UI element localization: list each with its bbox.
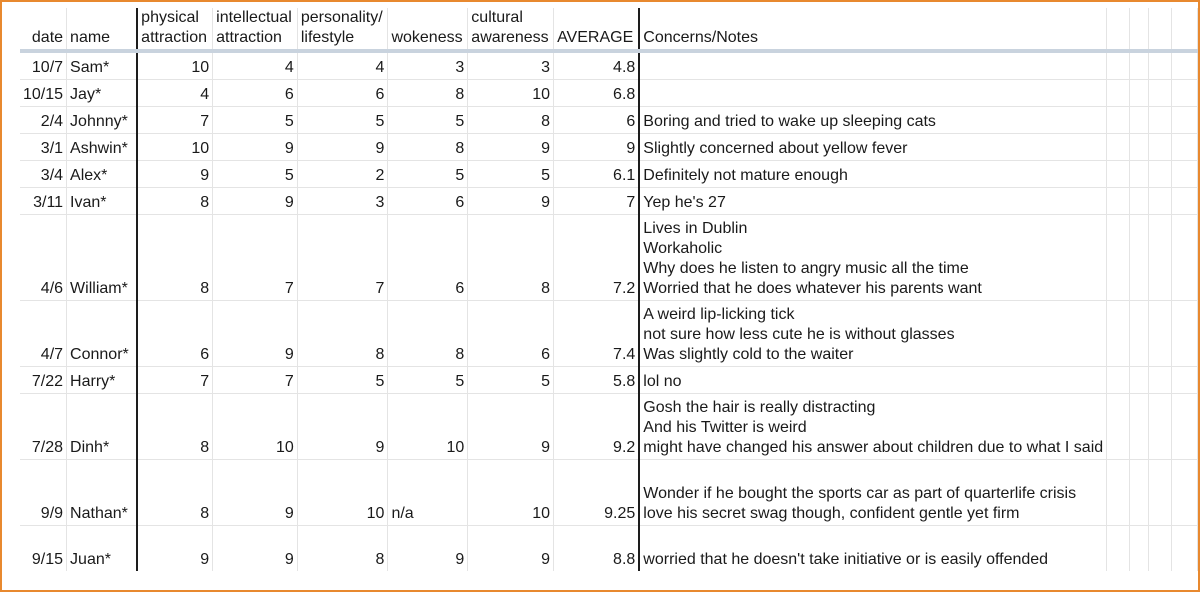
header-personality-lifestyle[interactable]	[297, 8, 388, 51]
cell-empty-4[interactable]	[1172, 301, 1198, 367]
cell-empty-4[interactable]	[1172, 367, 1198, 394]
cell-average[interactable]: 4.8	[554, 51, 640, 80]
cell-personality[interactable]: 5	[297, 107, 388, 134]
cell-notes[interactable]	[639, 460, 1106, 526]
notes-line: Gosh the hair is really distracting	[643, 399, 876, 416]
header-intellectual-line2: attraction	[216, 29, 282, 46]
cell-empty-2[interactable]	[1129, 215, 1148, 301]
cell-cultural[interactable]: 3	[468, 51, 554, 80]
header-name-label: name	[70, 29, 111, 46]
cell-wokeness[interactable]: n/a	[388, 460, 468, 526]
header-wokeness-label: wokeness	[391, 29, 463, 46]
cell-cultural[interactable]: 9	[468, 188, 554, 215]
header-physical-line1: physical	[141, 9, 199, 26]
header-intellectual-line1: intellectual	[216, 9, 292, 26]
cell-physical[interactable]: 9	[137, 161, 212, 188]
cell-notes[interactable]	[639, 51, 1106, 80]
cell-empty-1[interactable]	[1107, 161, 1130, 188]
notes-line: lol no	[643, 373, 682, 390]
cell-personality[interactable]: 10	[297, 460, 388, 526]
cell-average[interactable]: 7	[554, 188, 640, 215]
cell-empty-2[interactable]	[1129, 161, 1148, 188]
cell-wokeness[interactable]: 10	[388, 394, 468, 460]
cell-cultural[interactable]: 10	[468, 80, 554, 107]
table-row	[20, 188, 1198, 215]
cell-average[interactable]: 6.8	[554, 80, 640, 107]
header-cultural-line2: awareness	[471, 29, 549, 46]
cell-empty-3[interactable]	[1149, 188, 1172, 215]
cell-empty-1[interactable]	[1107, 460, 1130, 526]
cell-name[interactable]: Sam*	[67, 51, 138, 80]
cell-notes[interactable]	[639, 394, 1106, 460]
cell-empty-3[interactable]	[1149, 215, 1172, 301]
cell-empty-2[interactable]	[1129, 367, 1148, 394]
cell-empty-1[interactable]	[1107, 51, 1130, 80]
cell-empty-3[interactable]	[1149, 460, 1172, 526]
header-average[interactable]	[554, 8, 640, 51]
cell-name[interactable]: Connor*	[67, 301, 138, 367]
cell-personality[interactable]: 5	[297, 367, 388, 394]
header-notes[interactable]	[639, 8, 1106, 51]
cell-cultural[interactable]: 9	[468, 134, 554, 161]
cell-wokeness[interactable]: 5	[388, 161, 468, 188]
notes-line: A weird lip-licking tick	[643, 306, 795, 323]
cell-notes[interactable]	[639, 301, 1106, 367]
cell-physical[interactable]: 4	[137, 80, 212, 107]
cell-name[interactable]: Juan*	[67, 526, 138, 572]
notes-line: Worried that he does whatever his parents want	[643, 280, 982, 297]
cell-intellectual[interactable]: 7	[213, 215, 298, 301]
cell-average[interactable]: 9.2	[554, 394, 640, 460]
cell-cultural[interactable]: 8	[468, 107, 554, 134]
cell-cultural[interactable]: 10	[468, 460, 554, 526]
table-row	[20, 161, 1198, 188]
cell-personality[interactable]: 8	[297, 301, 388, 367]
cell-average[interactable]: 7.2	[554, 215, 640, 301]
notes-line: Yep he's 27	[643, 194, 726, 211]
header-personality-line2: lifestyle	[300, 29, 355, 46]
cell-average[interactable]: 9.25	[554, 460, 640, 526]
cell-average[interactable]: 7.4	[554, 301, 640, 367]
header-row	[20, 8, 1198, 51]
cell-intellectual[interactable]: 7	[213, 367, 298, 394]
header-notes-label: Concerns/Notes	[643, 29, 759, 46]
cell-empty-2[interactable]	[1129, 460, 1148, 526]
cell-personality[interactable]: 9	[297, 394, 388, 460]
cell-empty-4[interactable]	[1172, 161, 1198, 188]
table-row	[20, 367, 1198, 394]
cell-empty-1[interactable]	[1107, 188, 1130, 215]
cell-date[interactable]: 3/1	[20, 134, 67, 161]
cell-notes[interactable]	[639, 188, 1106, 215]
cell-empty-3[interactable]	[1149, 367, 1172, 394]
table-row	[20, 394, 1198, 460]
cell-intellectual[interactable]: 5	[213, 161, 298, 188]
cell-wokeness[interactable]: 6	[388, 215, 468, 301]
cell-empty-4[interactable]	[1172, 460, 1198, 526]
cell-name[interactable]: William*	[67, 215, 138, 301]
cell-date[interactable]: 9/9	[20, 460, 67, 526]
cell-empty-3[interactable]	[1149, 161, 1172, 188]
cell-empty-1[interactable]	[1107, 134, 1130, 161]
cell-empty-3[interactable]	[1149, 394, 1172, 460]
cell-empty-3[interactable]	[1149, 107, 1172, 134]
notes-line: might have changed his answer about children due to what I said	[643, 439, 1104, 456]
cell-physical[interactable]: 8	[137, 215, 212, 301]
cell-wokeness[interactable]: 9	[388, 526, 468, 572]
cell-physical[interactable]: 8	[137, 460, 212, 526]
cell-empty-2[interactable]	[1129, 51, 1148, 80]
cell-physical[interactable]: 9	[137, 526, 212, 572]
cell-intellectual[interactable]: 9	[213, 188, 298, 215]
cell-notes[interactable]	[639, 80, 1106, 107]
cell-empty-2[interactable]	[1129, 394, 1148, 460]
cell-intellectual[interactable]: 9	[213, 134, 298, 161]
cell-physical[interactable]: 7	[137, 107, 212, 134]
cell-empty-3[interactable]	[1149, 51, 1172, 80]
cell-date[interactable]: 4/7	[20, 301, 67, 367]
cell-date[interactable]: 9/15	[20, 526, 67, 572]
cell-empty-2[interactable]	[1129, 107, 1148, 134]
cell-name[interactable]: Johnny*	[67, 107, 138, 134]
notes-line: worried that he doesn't take initiative or is easily offended	[643, 551, 1049, 568]
cell-average[interactable]: 8.8	[554, 526, 640, 572]
cell-average[interactable]: 6.1	[554, 161, 640, 188]
cell-empty-4[interactable]	[1172, 394, 1198, 460]
cell-cultural[interactable]: 5	[468, 367, 554, 394]
cell-empty-1[interactable]	[1107, 367, 1130, 394]
header-date[interactable]	[20, 8, 67, 51]
cell-empty-4[interactable]	[1172, 107, 1198, 134]
cell-physical[interactable]: 8	[137, 188, 212, 215]
cell-intellectual[interactable]: 6	[213, 80, 298, 107]
cell-date[interactable]: 10/7	[20, 51, 67, 80]
table-body	[20, 51, 1198, 571]
cell-date[interactable]: 10/15	[20, 80, 67, 107]
cell-average[interactable]: 6	[554, 107, 640, 134]
table-row	[20, 215, 1198, 301]
cell-name[interactable]: Ashwin*	[67, 134, 138, 161]
cell-personality[interactable]: 9	[297, 134, 388, 161]
cell-date[interactable]: 2/4	[20, 107, 67, 134]
cell-empty-1[interactable]	[1107, 80, 1130, 107]
cell-personality[interactable]: 8	[297, 526, 388, 572]
cell-empty-2[interactable]	[1129, 80, 1148, 107]
cell-name[interactable]: Dinh*	[67, 394, 138, 460]
cell-date[interactable]: 4/6	[20, 215, 67, 301]
header-empty-4[interactable]	[1172, 8, 1198, 51]
notes-line: love his secret swag though, confident gentle yet firm	[643, 505, 1020, 522]
cell-notes[interactable]	[639, 107, 1106, 134]
header-date-label: date	[31, 29, 64, 46]
cell-notes[interactable]	[639, 526, 1106, 572]
cell-physical[interactable]: 10	[137, 134, 212, 161]
header-empty-2[interactable]	[1129, 8, 1148, 51]
cell-empty-3[interactable]	[1149, 526, 1172, 572]
cell-empty-2[interactable]	[1129, 188, 1148, 215]
cell-intellectual[interactable]: 10	[213, 394, 298, 460]
table-row	[20, 134, 1198, 161]
cell-empty-1[interactable]	[1107, 107, 1130, 134]
cell-empty-4[interactable]	[1172, 134, 1198, 161]
cell-wokeness[interactable]: 6	[388, 188, 468, 215]
cell-empty-1[interactable]	[1107, 301, 1130, 367]
dating-ratings-table	[20, 8, 1198, 571]
cell-cultural[interactable]: 5	[468, 161, 554, 188]
cell-empty-1[interactable]	[1107, 215, 1130, 301]
cell-physical[interactable]: 6	[137, 301, 212, 367]
cell-intellectual[interactable]: 4	[213, 51, 298, 80]
cell-personality[interactable]: 3	[297, 188, 388, 215]
cell-physical[interactable]: 7	[137, 367, 212, 394]
cell-name[interactable]: Harry*	[67, 367, 138, 394]
cell-name[interactable]: Nathan*	[67, 460, 138, 526]
header-wokeness[interactable]	[388, 8, 468, 51]
cell-wokeness[interactable]: 3	[388, 51, 468, 80]
cell-empty-3[interactable]	[1149, 301, 1172, 367]
notes-line: not sure how less cute he is without glasses	[643, 326, 955, 343]
cell-empty-1[interactable]	[1107, 394, 1130, 460]
header-personality-line1: personality/	[300, 9, 383, 26]
notes-line: Boring and tried to wake up sleeping cats	[643, 113, 936, 130]
notes-line: Workaholic	[643, 240, 723, 257]
cell-intellectual[interactable]: 9	[213, 301, 298, 367]
cell-empty-1[interactable]	[1107, 526, 1130, 572]
notes-line: Definitely not mature enough	[643, 167, 848, 184]
cell-date[interactable]: 7/22	[20, 367, 67, 394]
notes-line: And his Twitter is weird	[643, 419, 807, 436]
cell-personality[interactable]: 7	[297, 215, 388, 301]
table-row	[20, 51, 1198, 80]
cell-wokeness[interactable]: 8	[388, 301, 468, 367]
notes-line: Lives in Dublin	[643, 220, 748, 237]
cell-intellectual[interactable]: 9	[213, 460, 298, 526]
notes-line: Why does he listen to angry music all the time	[643, 260, 969, 277]
cell-wokeness[interactable]: 8	[388, 80, 468, 107]
cell-date[interactable]: 3/4	[20, 161, 67, 188]
cell-cultural[interactable]: 9	[468, 526, 554, 572]
cell-average[interactable]: 5.8	[554, 367, 640, 394]
cell-empty-2[interactable]	[1129, 134, 1148, 161]
header-physical-attraction[interactable]	[137, 8, 212, 51]
notes-line: Was slightly cold to the waiter	[643, 346, 854, 363]
cell-name[interactable]: Jay*	[67, 80, 138, 107]
cell-personality[interactable]: 4	[297, 51, 388, 80]
cell-notes[interactable]	[639, 367, 1106, 394]
table-row	[20, 460, 1198, 526]
cell-intellectual[interactable]: 9	[213, 526, 298, 572]
cell-personality[interactable]: 2	[297, 161, 388, 188]
cell-cultural[interactable]: 9	[468, 394, 554, 460]
cell-name[interactable]: Alex*	[67, 161, 138, 188]
cell-empty-2[interactable]	[1129, 301, 1148, 367]
cell-personality[interactable]: 6	[297, 80, 388, 107]
cell-physical[interactable]: 10	[137, 51, 212, 80]
header-cultural-line1: cultural	[471, 9, 523, 26]
header-cultural-awareness[interactable]	[468, 8, 554, 51]
header-physical-line2: attraction	[141, 29, 207, 46]
cell-cultural[interactable]: 6	[468, 301, 554, 367]
cell-empty-3[interactable]	[1149, 80, 1172, 107]
cell-average[interactable]: 9	[554, 134, 640, 161]
cell-physical[interactable]: 8	[137, 394, 212, 460]
table-row	[20, 107, 1198, 134]
cell-name[interactable]: Ivan*	[67, 188, 138, 215]
cell-wokeness[interactable]: 8	[388, 134, 468, 161]
header-intellectual-attraction[interactable]	[213, 8, 298, 51]
header-name[interactable]	[67, 8, 138, 51]
cell-intellectual[interactable]: 5	[213, 107, 298, 134]
cell-date[interactable]: 3/11	[20, 188, 67, 215]
table-row	[20, 301, 1198, 367]
cell-cultural[interactable]: 8	[468, 215, 554, 301]
notes-line: Slightly concerned about yellow fever	[643, 140, 908, 157]
cell-notes[interactable]	[639, 161, 1106, 188]
header-average-label: AVERAGE	[557, 29, 634, 46]
cell-empty-4[interactable]	[1172, 215, 1198, 301]
table-row	[20, 80, 1198, 107]
cell-empty-4[interactable]	[1172, 80, 1198, 107]
cell-empty-4[interactable]	[1172, 526, 1198, 572]
cell-notes[interactable]	[639, 215, 1106, 301]
cell-empty-4[interactable]	[1172, 188, 1198, 215]
table-row	[20, 526, 1198, 572]
cell-wokeness[interactable]: 5	[388, 367, 468, 394]
cell-empty-4[interactable]	[1172, 51, 1198, 80]
header-empty-1[interactable]	[1107, 8, 1130, 51]
cell-date[interactable]: 7/28	[20, 394, 67, 460]
cell-empty-2[interactable]	[1129, 526, 1148, 572]
cell-notes[interactable]	[639, 134, 1106, 161]
notes-line: Wonder if he bought the sports car as part of quarterlife crisis	[643, 485, 1077, 502]
cell-wokeness[interactable]: 5	[388, 107, 468, 134]
header-empty-3[interactable]	[1149, 8, 1172, 51]
cell-empty-3[interactable]	[1149, 134, 1172, 161]
